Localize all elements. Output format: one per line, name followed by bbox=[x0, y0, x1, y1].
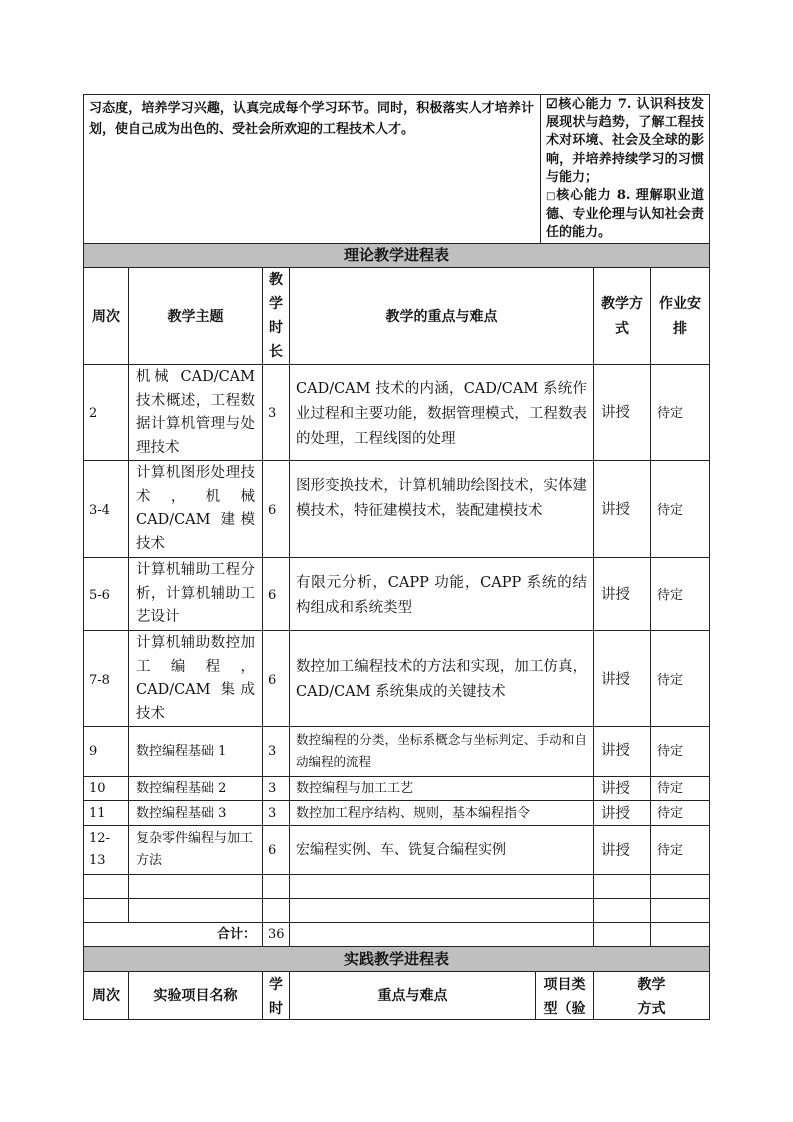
practice-header-type: 项目类 型（验 bbox=[543, 977, 586, 1017]
row-method: 讲授 bbox=[601, 843, 630, 859]
row-hours: 6 bbox=[268, 673, 277, 688]
header-focus: 教学的重点与难点 bbox=[385, 309, 498, 325]
row-focus: 图形变换技术，计算机辅助绘图技术，实体建模技术，特征建模技术，装配建模技术 bbox=[296, 478, 587, 519]
header-topic: 教学主题 bbox=[167, 309, 224, 325]
core-ability-8: □核心能力 8. 理解职业道德、专业伦理与认知社会责任的能力。 bbox=[546, 188, 704, 241]
row-topic: 数控编程基础 1 bbox=[136, 744, 227, 759]
row-method: 讲授 bbox=[601, 743, 630, 759]
header-week: 周次 bbox=[92, 309, 120, 325]
row-week: 2 bbox=[89, 406, 98, 421]
row-hours: 3 bbox=[268, 744, 277, 759]
row-topic: 复杂零件编程与加工方法 bbox=[136, 831, 254, 868]
row-focus: 数控加工程序结构、规则，基本编程指令 bbox=[296, 806, 531, 821]
core-ability-7: ☑核心能力 7. 认识科技发展现状与趋势，了解工程技术对环境、社会及全球的影响，并培养持续学习的习惯与能力； bbox=[546, 97, 704, 185]
row-topic: 计算机图形处理技术，机械 CAD/CAM 建模技术 bbox=[136, 465, 255, 552]
total-label: 合计： bbox=[216, 927, 256, 942]
row-focus: 宏编程实例、车、铣复合编程实例 bbox=[296, 842, 506, 858]
row-focus: 数控加工编程技术的方法和实现，加工仿真，CAD/CAM 系统集成的关键技术 bbox=[296, 659, 587, 700]
row-homework: 待定 bbox=[657, 744, 684, 759]
row-method: 讲授 bbox=[601, 806, 630, 822]
row-hours: 6 bbox=[268, 843, 277, 858]
row-topic: 计算机辅助数控加工编程，CAD/CAM 集成技术 bbox=[136, 635, 255, 722]
row-method: 讲授 bbox=[601, 405, 630, 421]
row-topic: 机械 CAD/CAM 技术概述，工程数据计算机管理与处理技术 bbox=[136, 369, 255, 456]
row-week: 5-6 bbox=[89, 588, 110, 603]
row-week: 7-8 bbox=[89, 673, 110, 688]
row-homework: 待定 bbox=[657, 503, 684, 518]
row-homework: 待定 bbox=[657, 843, 684, 858]
header-homework: 作业安排 bbox=[659, 296, 701, 337]
row-topic: 数控编程基础 3 bbox=[136, 806, 227, 821]
practice-table-title: 实践教学进程表 bbox=[343, 950, 449, 968]
row-week: 3-4 bbox=[89, 503, 110, 518]
row-homework: 待定 bbox=[657, 588, 684, 603]
header-method: 教学方式 bbox=[601, 296, 643, 337]
row-hours: 6 bbox=[268, 588, 277, 603]
row-week: 12-13 bbox=[89, 831, 110, 868]
total-value: 36 bbox=[268, 927, 285, 942]
row-method: 讲授 bbox=[601, 672, 630, 688]
row-homework: 待定 bbox=[657, 781, 684, 796]
row-focus: CAD/CAM 技术的内涵，CAD/CAM 系统作业过程和主要功能，数据管理模式，工程数表的处理，工程线图的处理 bbox=[296, 381, 587, 447]
header-hours: 教 学 时 长 bbox=[269, 272, 283, 360]
row-homework: 待定 bbox=[657, 806, 684, 821]
core-ability-list bbox=[546, 96, 704, 243]
row-focus: 数控编程与加工工艺 bbox=[296, 781, 414, 796]
practice-header-name: 实验项目名称 bbox=[153, 988, 238, 1004]
practice-header-method: 教学 方式 bbox=[637, 977, 666, 1017]
row-week: 10 bbox=[89, 781, 106, 796]
row-method: 讲授 bbox=[601, 781, 630, 797]
row-hours: 3 bbox=[268, 781, 277, 796]
row-week: 9 bbox=[89, 744, 98, 759]
practice-header-focus: 重点与难点 bbox=[377, 988, 448, 1004]
row-homework: 待定 bbox=[657, 673, 684, 688]
practice-header-week: 周次 bbox=[92, 988, 120, 1004]
row-topic: 计算机辅助工程分析，计算机辅助工艺设计 bbox=[136, 562, 255, 625]
checked-box-icon: ☑ bbox=[546, 97, 558, 112]
row-hours: 6 bbox=[268, 503, 277, 518]
row-focus: 数控编程的分类，坐标系概念与坐标判定、手动和自动编程的流程 bbox=[296, 732, 587, 769]
row-focus: 有限元分析，CAPP 功能，CAPP 系统的结构组成和系统类型 bbox=[296, 575, 587, 616]
row-homework: 待定 bbox=[657, 406, 684, 421]
row-method: 讲授 bbox=[601, 502, 630, 518]
practice-header-hours: 学 时 bbox=[269, 977, 283, 1017]
row-hours: 3 bbox=[268, 806, 277, 821]
row-method: 讲授 bbox=[601, 587, 630, 603]
row-week: 11 bbox=[89, 806, 106, 821]
objective-text: 习态度，培养学习兴趣，认真完成每个学习环节。同时，积极落实人才培养计划，使自己成为出色的、受社会所欢迎的工程技术人才。 bbox=[89, 101, 534, 137]
unchecked-box-icon: □ bbox=[546, 191, 557, 203]
theory-table-title: 理论教学进程表 bbox=[343, 246, 449, 264]
row-topic: 数控编程基础 2 bbox=[136, 781, 227, 796]
row-hours: 3 bbox=[268, 406, 277, 421]
